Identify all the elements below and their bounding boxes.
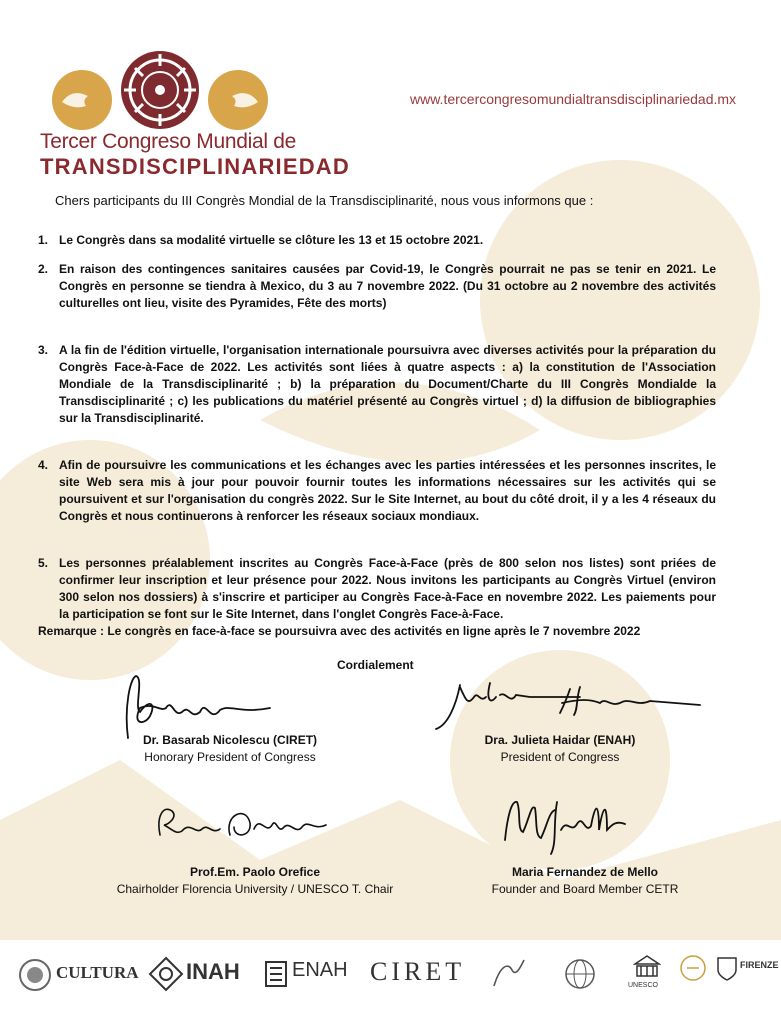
enah-emblem-icon xyxy=(262,958,290,990)
item-number: 2. xyxy=(38,262,49,276)
logo-enah: ENAH xyxy=(292,959,348,981)
signatory-name: Dr. Basarab Nicolescu (CIRET) xyxy=(142,733,318,747)
list-item xyxy=(38,457,716,525)
signatory-name: Maria Fernandez de Mello xyxy=(511,865,659,879)
signature-haidar xyxy=(430,675,710,735)
item-number: 5. xyxy=(38,556,49,570)
item-text: Les personnes préalablement inscrites au Congrès Face-à-Face (près de 800 selon nos listes) sont priées de confirmer leur inscription et leur présence pour 2022. Nous invitons les participants au Congrès Virtuel (environ 300 selon nos dossiers) à s'inscrire et participer au Congrès Face-à-Face en novembre 2022. Les paiements pour la participation se font sur le Site Internet, dans l'onglet Congrès Face-à-Face. xyxy=(59,556,716,621)
logo-firenze: FIRENZE xyxy=(740,960,779,970)
list-item xyxy=(38,555,716,623)
ciret-figure-icon xyxy=(488,956,528,992)
mexico-seal-icon xyxy=(18,958,52,992)
unesco-temple-icon xyxy=(633,954,661,980)
partner-logos xyxy=(18,950,779,1000)
announcement-list xyxy=(38,232,716,623)
florence-crest-icon xyxy=(716,956,738,982)
intro-text: Chers participants du III Congrès Mondial de la Transdisciplinarité, nous vous informons que : xyxy=(55,193,594,208)
logo-inah: INAH xyxy=(186,959,240,984)
item-text: Le Congrès dans sa modalité virtuelle se clôture les 13 et 15 octobre 2021. xyxy=(59,233,484,247)
item-text: Afin de poursuivre les communications et les échanges avec les parties intéressées et les personnes inscrites, le site Web sera mis à jour pour pouvoir fournir toutes les informations nécessaires sur les activités qui se poursuivent et sur l'organisation du congrès 2022. Sur le Site Internet, au bout du côté droit, il y a les 4 réseaux du Congrès et nous continuerons à renforcer les réseaux sociaux mondiaux. xyxy=(59,458,716,523)
list-item xyxy=(38,261,716,312)
signatory-haidar xyxy=(440,732,680,766)
signature-mello xyxy=(495,790,645,860)
signature-orefice xyxy=(150,795,340,855)
anniversary-emblem-icon xyxy=(678,952,708,996)
signatory-name: Dra. Julieta Haidar (ENAH) xyxy=(484,733,636,747)
signatory-mello xyxy=(450,864,720,898)
list-item xyxy=(38,342,716,427)
logo-subtitle: TRANSDISCIPLINARIEDAD xyxy=(40,154,350,179)
congress-emblem xyxy=(40,50,280,130)
item-number: 3. xyxy=(38,343,49,357)
closing-text: Cordialement xyxy=(337,658,414,672)
item-text: A la fin de l'édition virtuelle, l'organisation internationale poursuivra avec diverses activités pour la préparation du Congrès Face-à-Face de 2022. Les activités sont liées à quatre aspects : a) la constitution de l'Association Mondiale de la Transdisciplinarité ; b) la préparation du Document/Charte du III Congrès Mondialde la Transdisciplinarité ; c) les publications du matériel présenté au Congrès virtuel ; d) la diffusion de bibliographies sur la Transdisciplinarité. xyxy=(59,343,716,425)
signatory-name: Prof.Em. Paolo Orefice xyxy=(189,865,321,879)
congress-logo xyxy=(40,50,350,180)
logo-ciret: CIRET xyxy=(370,957,466,986)
logo-unesco: UNESCO xyxy=(628,982,658,989)
list-item xyxy=(38,232,716,249)
signatory-role: President of Congress xyxy=(500,750,620,764)
inah-emblem-icon xyxy=(148,956,184,992)
logo-cultura: CULTURA xyxy=(56,963,139,982)
cetrans-globe-icon xyxy=(558,954,602,996)
item-number: 4. xyxy=(38,458,49,472)
signatory-role: Founder and Board Member CETR xyxy=(491,882,679,896)
signatory-role: Honorary President of Congress xyxy=(144,750,316,764)
website-link[interactable]: www.tercercongresomundialtransdisciplinariedad.mx xyxy=(410,91,737,107)
item-number: 1. xyxy=(38,233,49,247)
signatory-role: Chairholder Florencia University / UNESCO T. Chair xyxy=(116,882,394,896)
logo-title: Tercer Congreso Mundial de xyxy=(40,130,297,153)
signatory-orefice xyxy=(75,864,435,898)
signatory-nicolescu xyxy=(100,732,360,766)
remark-text: Remarque : Le congrès en face-à-face se poursuivra avec des activités en ligne après le 7 novembre 2022 xyxy=(38,624,641,638)
item-text: En raison des contingences sanitaires causées par Covid-19, le Congrès pourrait ne pas se tenir en 2021. Le Congrès en personne se tiendra à Mexico, du 3 au 7 novembre 2022. (Du 31 octobre au 2 novembre des activités culturelles ont lieu, visite des Pyramides, Fête des morts) xyxy=(59,262,716,310)
